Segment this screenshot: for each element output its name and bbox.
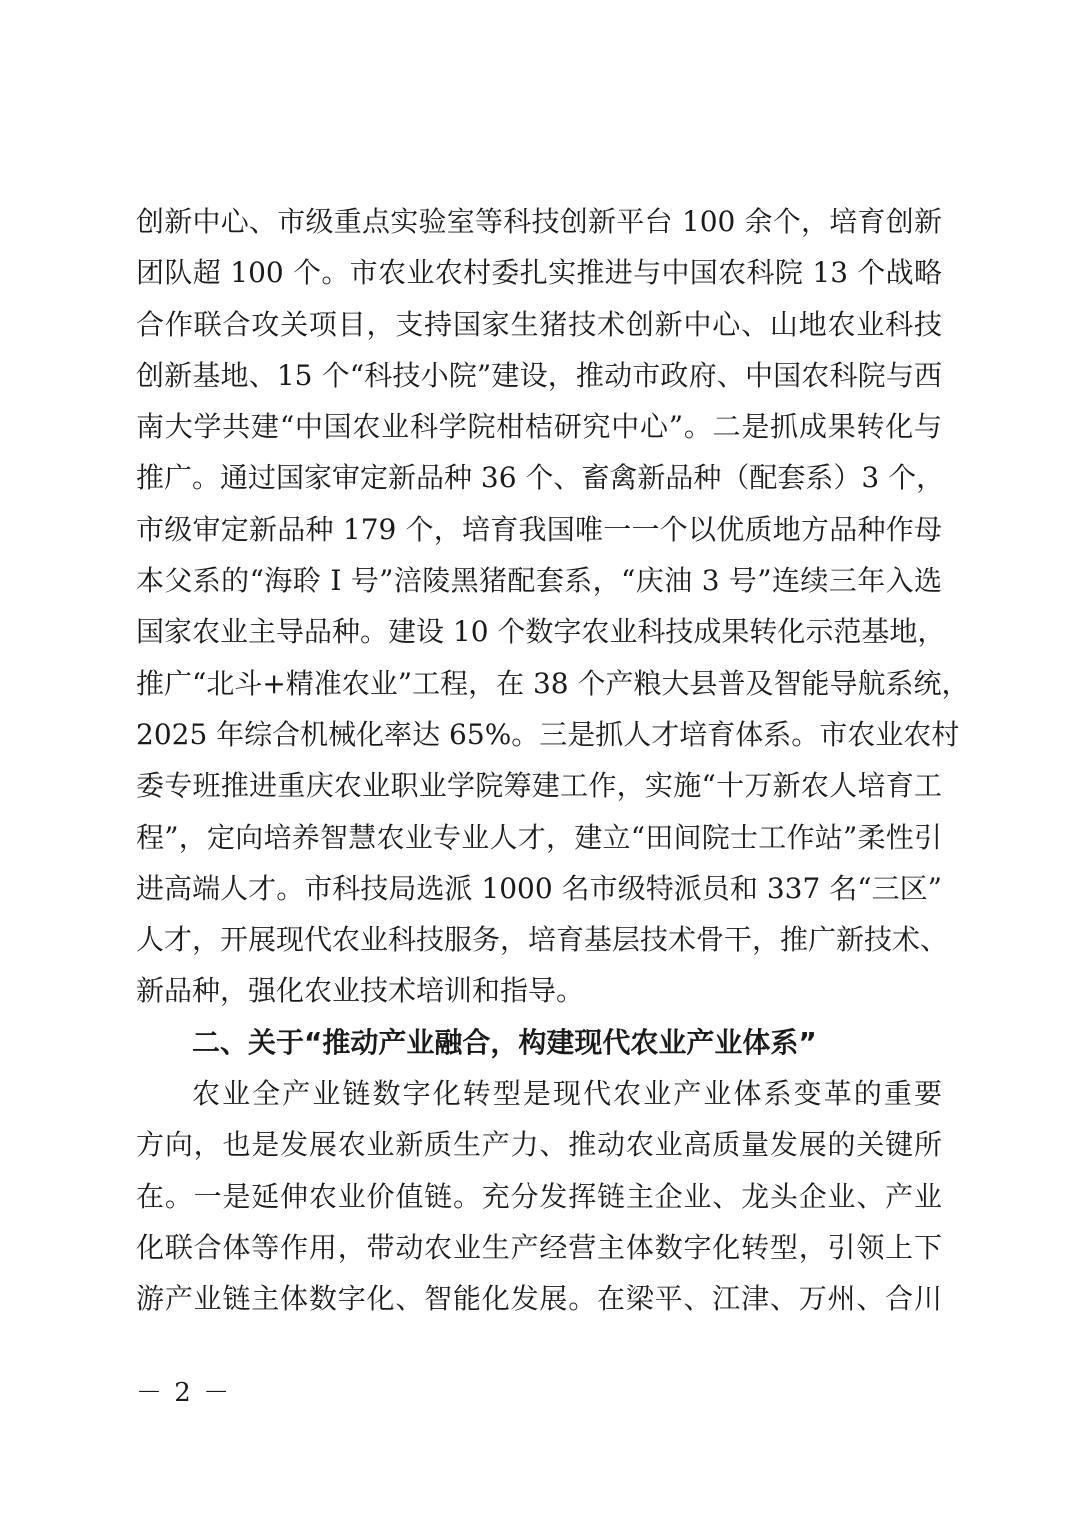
paragraph-line: 市级审定新品种 179 个，培育我国唯一一个以优质地方品种作母 (136, 512, 942, 546)
paragraph-line: 创新中心、市级重点实验室等科技创新平台 100 余个，培育创新 (136, 205, 942, 238)
paragraph-line: 人才，开展现代农业科技服务，培育基层技术骨干，推广新技术、 (136, 923, 949, 957)
paragraph-line: 合作联合攻关项目，支持国家生猪技术创新中心、山地农业科技 (136, 307, 942, 341)
paragraph-line: 化联合体等作用，带动农业生产经营主体数字化转型，引领上下 (136, 1230, 942, 1264)
paragraph-line: 新品种，强化农业技术培训和指导。 (136, 974, 585, 1008)
paragraph-line: 推广“北斗+精准农业”工程，在 38 个产粮大县普及智能导航系统， (136, 666, 970, 700)
body-text (136, 196, 970, 1325)
paragraph-line: 创新基地、15 个“科技小院”建设，推动市政府、中国农科院与西 (136, 358, 942, 392)
paragraph-line: 方向，也是发展农业新质生产力、推动农业高质量发展的关键所 (136, 1128, 942, 1162)
paragraph-line: 进高端人才。市科技局选派 1000 名市级特派员和 337 名“三区” (136, 871, 942, 905)
paragraph-line: 在。一是延伸农业价值链。充分发挥链主企业、龙头企业、产业 (136, 1179, 942, 1213)
section-heading: 二、关于“推动产业融合，构建现代农业产业体系” (192, 1025, 817, 1059)
paragraph-line: 南大学共建“中国农业科学院柑桔研究中心”。二是抓成果转化与 (136, 410, 942, 444)
page-number: － 2 － (136, 1378, 232, 1408)
paragraph-line: 委专班推进重庆农业职业学院筹建工作，实施“十万新农人培育工 (136, 769, 942, 803)
paragraph-line: 游产业链主体数字化、智能化发展。在梁平、江津、万州、合川 (136, 1282, 942, 1316)
paragraph-line: 国家农业主导品种。建设 10 个数字农业科技成果转化示范基地， (136, 615, 946, 649)
paragraph-line: 2025 年综合机械化率达 65%。三是抓人才培育体系。市农业农村 (136, 717, 960, 751)
paragraph-line: 程”，定向培养智慧农业专业人才，建立“田间院士工作站”柔性引 (136, 820, 942, 854)
paragraph-line: 本父系的“海聆 I 号”涪陵黑猪配套系，“庆油 3 号”连续三年入选 (136, 564, 942, 598)
paragraph-line: 农业全产业链数字化转型是现代农业产业体系变革的重要 (192, 1077, 942, 1111)
paragraph-line: 团队超 100 个。市农业农村委扎实推进与中国农科院 13 个战略 (136, 256, 942, 290)
paragraph-line: 推广。通过国家审定新品种 36 个、畜禽新品种（配套系）3 个， (136, 461, 945, 495)
